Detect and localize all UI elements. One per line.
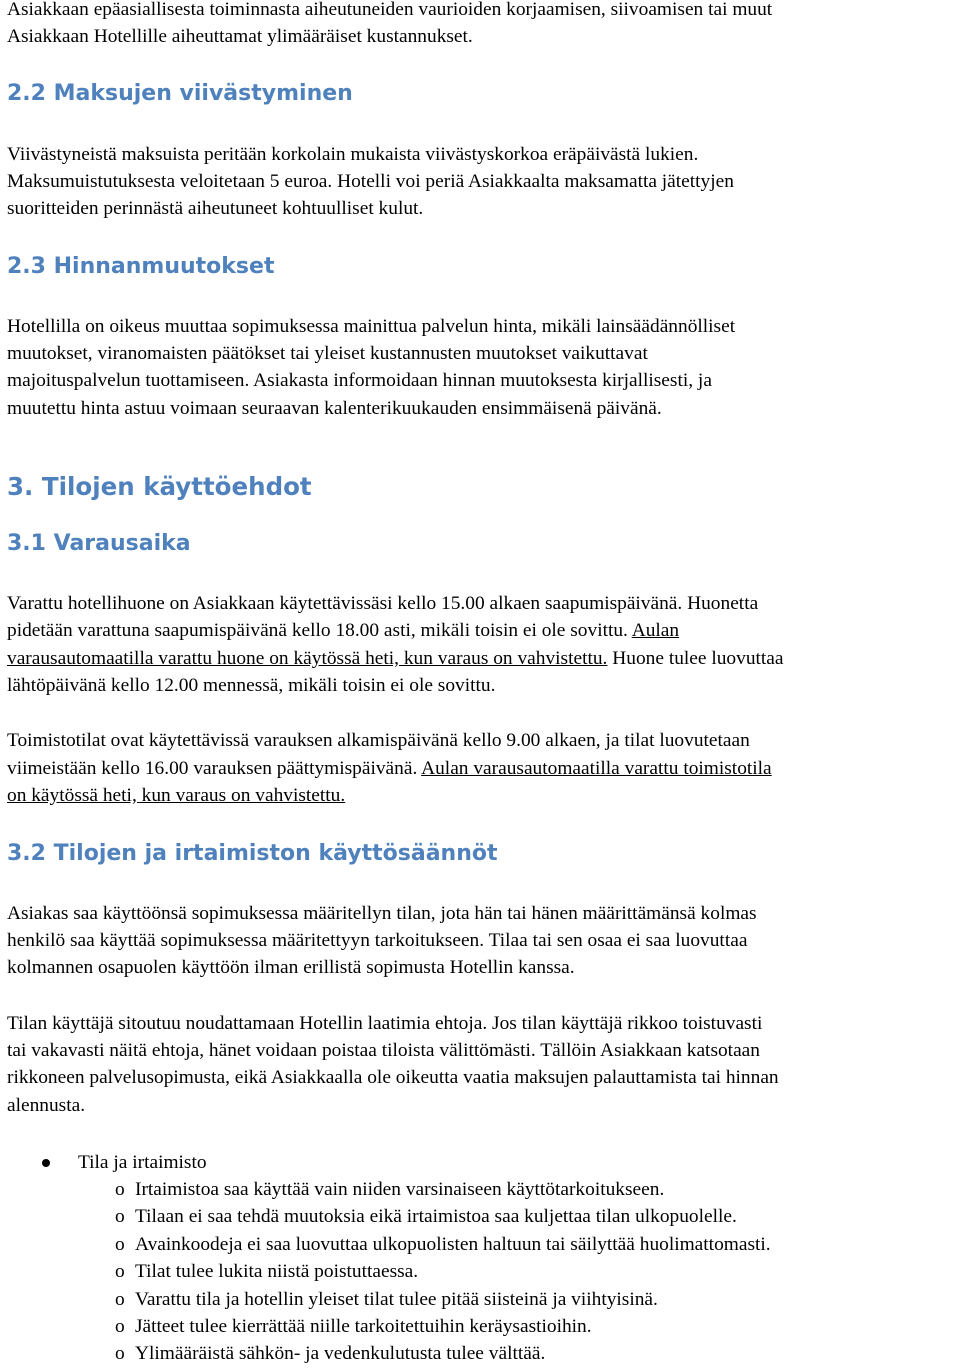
circle-bullet-icon: o: [115, 1206, 125, 1227]
circle-bullet-icon: o: [115, 1316, 125, 1337]
bullet-text: Tila ja irtaimisto: [78, 1152, 207, 1173]
circle-bullet-icon: o: [115, 1261, 125, 1282]
circle-bullet-icon: o: [115, 1234, 125, 1255]
s3-1-p1-line-1: Varattu hotellihuone on Asiakkaan käytettävissäsi kello 15.00 alkaen saapumispäivänä. Huonetta: [7, 593, 759, 614]
s3-2-p2-line-4: alennusta.: [7, 1095, 86, 1116]
aulan-link-start: Aulan: [631, 620, 680, 641]
s3-1-p1-line-2: [7, 617, 679, 645]
heading-2-3: 2.3 Hinnanmuutokset: [7, 254, 275, 279]
circle-bullet-icon: o: [115, 1343, 125, 1364]
s2-3-line-4: muutettu hinta astuu voimaan seuraavan kalenterikuukauden ensimmäisenä päivänä.: [7, 398, 662, 419]
s2-3-line-2: muutokset, viranomaisten päätökset tai yleiset kustannusten muutokset vaikuttavat: [7, 343, 648, 364]
s3-1-p2-line-2-text: viimeistään kello 16.00 varauksen päättymispäivänä.: [7, 758, 422, 779]
heading-3: 3. Tilojen käyttöehdot: [7, 472, 312, 501]
office-link-end: on käytössä heti, kun varaus on vahvistettu.: [7, 785, 346, 806]
s3-2-p2-line-1: Tilan käyttäjä sitoutuu noudattamaan Hotellin laatimia ehtoja. Jos tilan käyttäjä rikkoo toistuvasti: [7, 1013, 763, 1034]
s3-1-p2-line-2: [7, 755, 772, 783]
office-link-start: Aulan varausautomaatilla varattu toimistotila: [421, 758, 772, 779]
s3-1-p1-line-4: lähtöpäivänä kello 12.00 mennessä, mikäli toisin ei ole sovittu.: [7, 675, 496, 696]
s3-2-p1-line-1: Asiakas saa käyttöönsä sopimuksessa määritellyn tilan, jota hän tai hänen määrittämänsä kolmas: [7, 903, 757, 924]
s2-2-line-3: suoritteiden perinnästä aiheutuneet kohtuulliset kulut.: [7, 198, 424, 219]
sub-item-text: Irtaimistoa saa käyttää vain niiden varsinaiseen käyttötarkoitukseen.: [135, 1179, 665, 1200]
intro-line-2: Asiakkaan Hotellille aiheuttamat ylimääräiset kustannukset.: [7, 26, 473, 47]
sub-item-text: Varattu tila ja hotellin yleiset tilat tulee pitää siisteinä ja viihtyisinä.: [135, 1289, 658, 1310]
s3-2-p1-line-2: henkilö saa käyttää sopimuksessa määritettyyn tarkoitukseen. Tilaa tai sen osaa ei saa luovuttaa: [7, 930, 748, 951]
s3-1-p1-line-3-text: Huone tulee luovuttaa: [607, 648, 784, 669]
s2-3-line-1: Hotellilla on oikeus muuttaa sopimuksessa mainittua palvelun hinta, mikäli lainsäädännölliset: [7, 316, 736, 337]
s3-1-p1-line-3: [7, 645, 784, 673]
circle-bullet-icon: o: [115, 1289, 125, 1310]
intro-line-1: Asiakkaan epäasiallisesta toiminnasta aiheutuneiden vaurioiden korjaamisen, siivoamisen tai muut: [7, 0, 773, 20]
s2-3-line-3: majoituspalvelun tuottamiseen. Asiakasta informoidaan hinnan muutoksesta kirjallisesti, ja: [7, 370, 712, 391]
bullet-icon: [42, 1159, 50, 1167]
sub-item-text: Tilat tulee lukita niistä poistuttaessa.: [135, 1261, 419, 1282]
s2-2-line-1: Viivästyneistä maksuista peritään korkolain mukaista viivästyskorkoa eräpäivästä lukien.: [7, 144, 699, 165]
sub-item-text: Ylimääräistä sähkön- ja vedenkulutusta tulee välttää.: [135, 1343, 546, 1364]
heading-2-2: 2.2 Maksujen viivästyminen: [7, 81, 353, 106]
sub-item-text: Avainkoodeja ei saa luovuttaa ulkopuolisten haltuun tai säilyttää huolimattomasti.: [135, 1234, 771, 1255]
sub-item-text: Tilaan ei saa tehdä muutoksia eikä irtaimistoa saa kuljettaa tilan ulkopuolelle.: [135, 1206, 737, 1227]
s2-2-line-2: Maksumuistutuksesta veloitetaan 5 euroa. Hotelli voi periä Asiakkaalta maksamatta jätettyjen: [7, 171, 734, 192]
s3-2-p1-line-3: kolmannen osapuolen käyttöön ilman erillistä sopimusta Hotellin kanssa.: [7, 957, 575, 978]
aulan-link-end: varausautomaatilla varattu huone on käytössä heti, kun varaus on vahvistettu.: [7, 648, 608, 669]
heading-3-2: 3.2 Tilojen ja irtaimiston käyttösäännöt: [7, 841, 498, 866]
circle-bullet-icon: o: [115, 1179, 125, 1200]
s3-1-p1-line-2-text: pidetään varattuna saapumispäivänä kello 18.00 asti, mikäli toisin ei ole sovittu.: [7, 620, 632, 641]
s3-2-p2-line-3: rikkoneen palvelusopimusta, eikä Asiakkaalla ole oikeutta vaatia maksujen palauttamista tai hinnan: [7, 1067, 779, 1088]
heading-3-1: 3.1 Varausaika: [7, 531, 191, 556]
s3-1-p2-line-1: Toimistotilat ovat käytettävissä varauksen alkamispäivänä kello 9.00 alkaen, ja tilat luovutetaan: [7, 730, 750, 751]
s3-1-p2-line-3: [7, 782, 345, 810]
s3-2-p2-line-2: tai vakavasti näitä ehtoja, hänet voidaan poistaa tiloista välittömästi. Tällöin Asiakkaan katsotaan: [7, 1040, 760, 1061]
sub-item-text: Jätteet tulee kierrättää niille tarkoitettuihin keräysastioihin.: [135, 1316, 592, 1337]
